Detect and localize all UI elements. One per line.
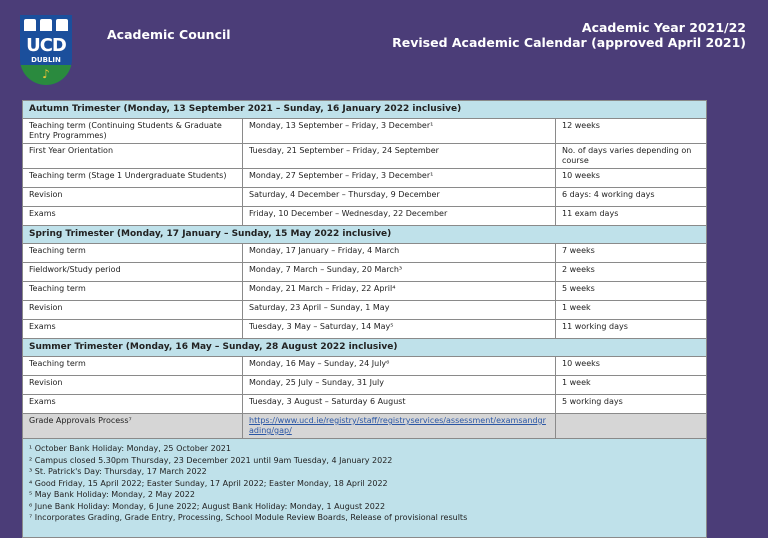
activity-cell: Revision [23,376,243,395]
footnote: ² Campus closed 5.30pm Thursday, 23 December 2021 until 9am Tuesday, 4 January 2022 [29,455,393,465]
dates-cell: Tuesday, 3 August – Saturday 6 August [243,395,556,414]
activity-cell: Exams [23,320,243,339]
section-header-summer [23,339,707,357]
dates-cell: Monday, 27 September – Friday, 3 December¹ [243,169,556,188]
section-title: Summer Trimester (Monday, 16 May – Sunday, 28 August 2022 inclusive) [23,339,707,357]
section-title: Spring Trimester (Monday, 17 January – Sunday, 15 May 2022 inclusive) [23,226,707,244]
table-row [23,395,707,414]
activity-cell: Revision [23,188,243,207]
duration-cell: 11 working days [556,320,707,339]
dates-cell: Monday, 16 May – Sunday, 24 July⁶ [243,357,556,376]
document-title [392,20,746,50]
activity-cell: Teaching term [23,357,243,376]
link-cell [243,414,556,439]
section-header-spring [23,226,707,244]
table-row [23,119,707,144]
title-line-1: Academic Year 2021/22 [581,20,746,35]
dates-cell: Monday, 13 September – Friday, 3 December¹ [243,119,556,144]
table-row [23,188,707,207]
activity-cell: Exams [23,395,243,414]
activity-cell: Teaching term [23,244,243,263]
duration-cell: No. of days varies depending on course [556,144,707,169]
footnote: ¹ October Bank Holiday: Monday, 25 October 2021 [29,444,231,453]
calendar-table [22,100,707,538]
activity-cell: Revision [23,301,243,320]
duration-cell: 12 weeks [556,119,707,144]
duration-cell [556,414,707,439]
footnote: ⁴ Good Friday, 15 April 2022; Easter Sunday, 17 April 2022; Easter Monday, 18 April 2022 [29,478,388,488]
towers-icon [24,19,68,33]
duration-cell: 10 weeks [556,357,707,376]
footnote: ⁷ Incorporates Grading, Grade Entry, Processing, School Module Review Boards, Release of provisional results [29,513,468,522]
footnote: ⁵ May Bank Holiday: Monday, 2 May 2022 [29,490,195,499]
activity-cell: Grade Approvals Process⁷ [23,414,243,439]
duration-cell: 5 weeks [556,282,707,301]
section-title: Autumn Trimester (Monday, 13 September 2021 – Sunday, 16 January 2022 inclusive) [23,101,707,119]
duration-cell: 6 days: 4 working days [556,188,707,207]
activity-cell: Fieldwork/Study period [23,263,243,282]
table-row [23,169,707,188]
activity-cell: Exams [23,207,243,226]
dates-cell: Monday, 7 March – Sunday, 20 March³ [243,263,556,282]
logo-subtext: DUBLIN [31,56,61,64]
table-row [23,282,707,301]
ucd-logo[interactable] [20,15,72,85]
duration-cell: 11 exam days [556,207,707,226]
duration-cell: 1 week [556,376,707,395]
duration-cell: 7 weeks [556,244,707,263]
dates-cell: Monday, 25 July – Sunday, 31 July [243,376,556,395]
logo-text: UCD [26,35,66,56]
table-row [23,263,707,282]
activity-cell: Teaching term (Continuing Students & Graduate Entry Programmes) [23,119,243,144]
dates-cell: Tuesday, 3 May – Saturday, 14 May⁵ [243,320,556,339]
dates-cell: Tuesday, 21 September – Friday, 24 September [243,144,556,169]
duration-cell: 1 week [556,301,707,320]
dates-cell: Monday, 21 March – Friday, 22 April⁴ [243,282,556,301]
table-row [23,207,707,226]
footnote: ³ St. Patrick's Day: Thursday, 17 March 2022 [29,467,207,476]
section-header-autumn [23,101,707,119]
duration-cell: 10 weeks [556,169,707,188]
footnotes-row [23,439,707,538]
dates-cell: Monday, 17 January – Friday, 4 March [243,244,556,263]
table-row [23,357,707,376]
table-row [23,320,707,339]
grade-approvals-link[interactable]: https://www.ucd.ie/registry/staff/registryservices/assessment/examsandgrading/gap/ [249,416,546,435]
activity-cell: Teaching term (Stage 1 Undergraduate Students) [23,169,243,188]
grade-approvals-row [23,414,707,439]
header [0,0,768,95]
activity-cell: Teaching term [23,282,243,301]
dates-cell: Friday, 10 December – Wednesday, 22 December [243,207,556,226]
harp-icon: ♪ [42,67,50,81]
footnotes [23,439,707,538]
duration-cell: 2 weeks [556,263,707,282]
dates-cell: Saturday, 4 December – Thursday, 9 December [243,188,556,207]
footnote: ⁶ June Bank Holiday: Monday, 6 June 2022; August Bank Holiday: Monday, 1 August 2022 [29,501,386,511]
council-title: Academic Council [107,27,231,42]
activity-cell: First Year Orientation [23,144,243,169]
title-line-2: Revised Academic Calendar (approved April 2021) [392,35,746,50]
table-row [23,144,707,169]
table-row [23,376,707,395]
dates-cell: Saturday, 23 April – Sunday, 1 May [243,301,556,320]
table-row [23,244,707,263]
table-row [23,301,707,320]
duration-cell: 5 working days [556,395,707,414]
